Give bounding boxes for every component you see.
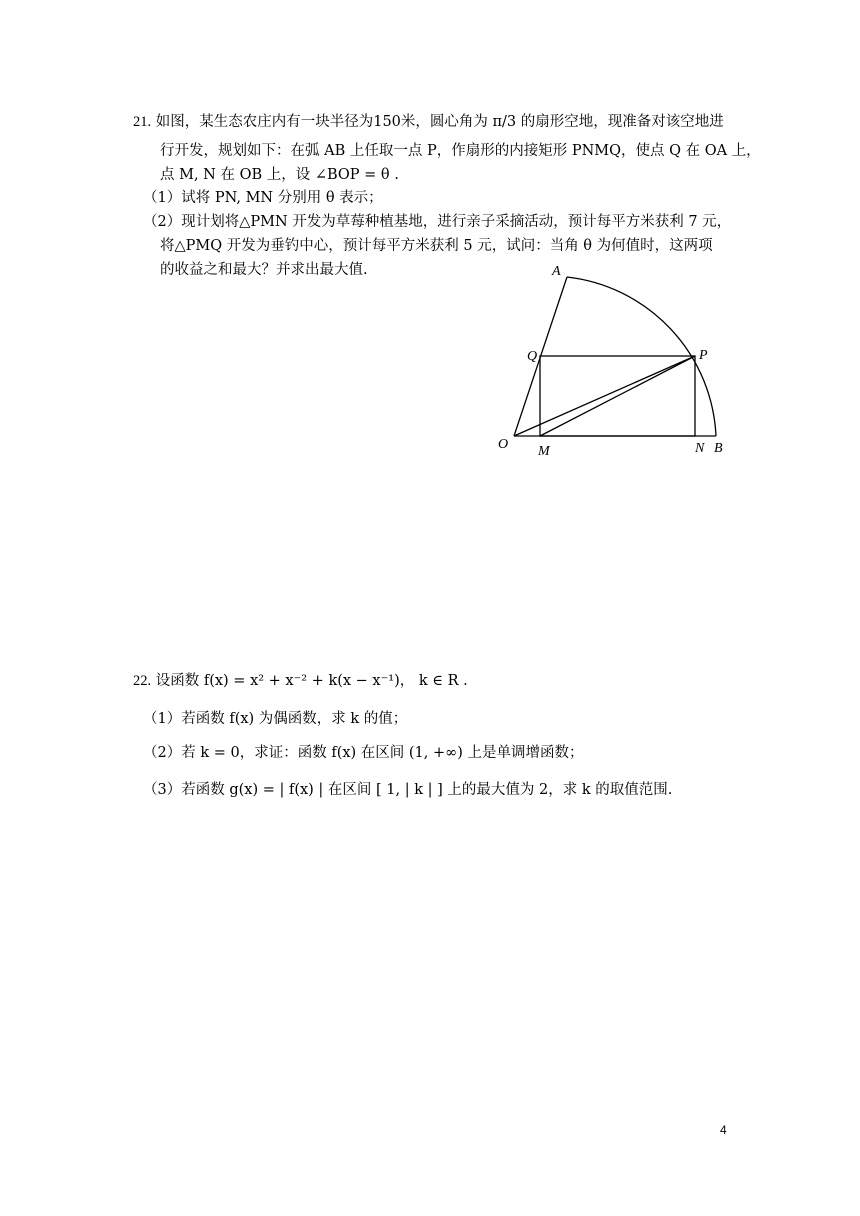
problem-21-line-2: 行开发，规划如下：在弧 AB 上任取一点 P，作扇形的内接矩形 PNMQ，使点 Q 在 OA 上， [160,143,761,159]
label-N: N [695,441,705,456]
problem-21-question-2-line-3: 的收益之和最大？并求出最大值. [160,262,368,278]
label-A: A [552,264,561,279]
label-O: O [498,437,509,452]
label-P: P [699,348,708,363]
sector-diagram [490,262,740,462]
problem-22-stem: 设函数 f(x) = x² + x⁻² + k(x − x⁻¹)， k ∈ R . [155,673,468,689]
problem-21-line-1 [133,112,724,132]
problem-22-number: 22. [133,673,152,689]
problem-21-number: 21. [133,114,152,130]
problem-22-question-3: （3）若函数 g(x) = | f(x) | 在区间 [ 1, | k | ] 上的最大值为 2，求 k 的取值范围. [143,782,673,798]
problem-21-question-1: （1）试将 PN, MN 分别用 θ 表示； [143,190,383,206]
label-B: B [714,441,723,456]
sector-figure [490,262,740,462]
problem-22-line-1 [133,671,468,691]
problem-21-line-3: 点 M, N 在 OB 上，设 ∠BOP = θ . [160,167,399,183]
label-M: M [538,444,550,459]
problem-21-text-1: 如图，某生态农庄内有一块半径为150米，圆心角为 π/3 的扇形空地，现准备对该空地进 [155,114,724,130]
segment-MP [540,356,695,436]
problem-21-question-2-line-2: 将△PMQ 开发为垂钓中心，预计每平方米获利 5 元，试问：当角 θ 为何值时，这两项 [160,238,713,254]
label-Q: Q [527,349,538,364]
page-number: 4 [720,1123,727,1137]
problem-22-question-1: （1）若函数 f(x) 为偶函数，求 k 的值； [143,711,408,727]
segment-OP [514,356,695,436]
problem-22-question-2: （2）若 k = 0，求证：函数 f(x) 在区间 (1, +∞) 上是单调增函数； [143,745,584,761]
problem-21-question-2-line-1: （2）现计划将△PMN 开发为草莓种植基地，进行亲子采摘活动，预计每平方米获利 7 元， [143,214,732,230]
